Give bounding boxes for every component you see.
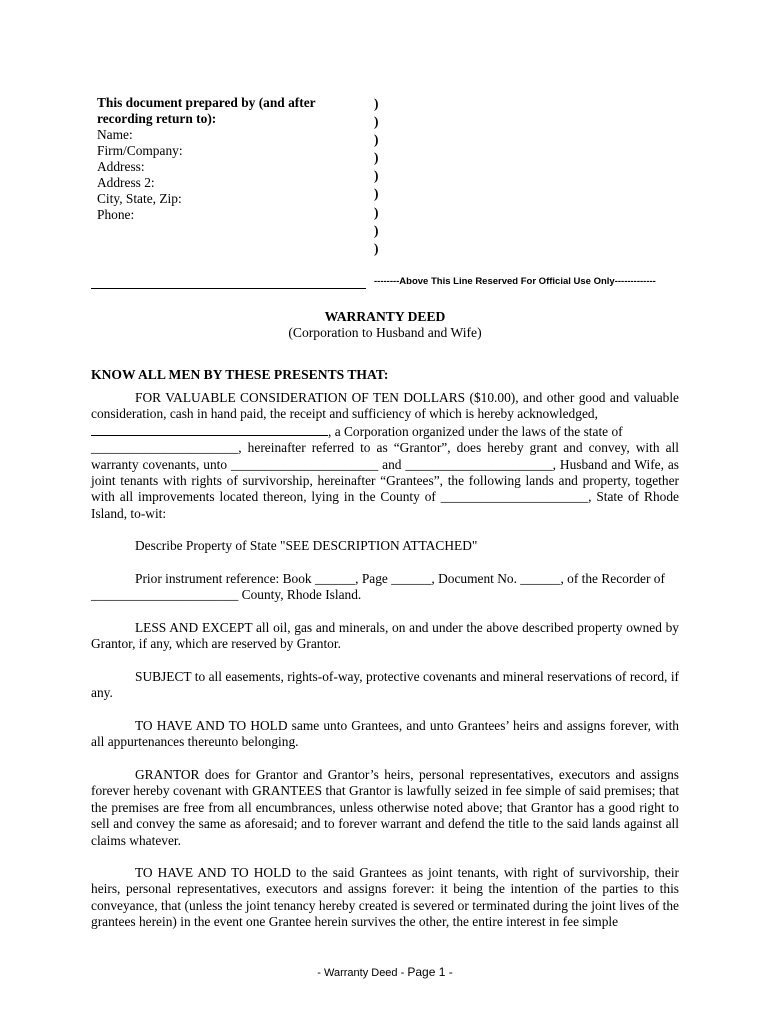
paren: ): [374, 114, 379, 130]
consideration-text: [91, 390, 679, 423]
address-label: Address:: [97, 159, 145, 174]
to-have-paragraph-2: [91, 865, 679, 931]
paren: ): [374, 96, 379, 111]
paren: ): [374, 150, 379, 166]
page-number: Page 1 -: [407, 965, 453, 979]
phone-label: Phone:: [97, 207, 135, 222]
paren: ): [374, 186, 379, 202]
page-footer: [0, 965, 770, 979]
grantor-covenant-paragraph: [91, 767, 679, 849]
corporation-name-blank: [91, 423, 328, 436]
grantor-covenant-text: GRANTOR does for Grantor and Grantor’s heirs, personal representatives, executors and assigns forever hereby covenant with GRANTEES that Grantor is lawfully seized in fee simple of said premises; that the premises are free from all encumbrances, unless otherwise noted above; that Grantor has a good right to sell and convey the same as aforesaid; and to forever warrant and defend the title to the said lands against all claims whatever.: [91, 767, 679, 848]
prior-instrument-text-b: ______________________ County, Rhode Island.: [91, 587, 362, 603]
consideration-text-b: , a Corporation organized under the laws of the state of: [328, 423, 623, 439]
paren-column: [374, 95, 386, 258]
subject-text: SUBJECT to all easements, rights-of-way, protective covenants and mineral reservations of record, if any.: [91, 669, 679, 701]
firm-company-label: Firm/Company:: [97, 143, 183, 158]
document-title: WARRANTY DEED: [324, 309, 446, 324]
reserved-line-text: --------Above This Line Reserved For Official Use Only-------------: [374, 276, 656, 287]
paren: ): [374, 222, 379, 238]
describe-text: Describe Property of State "SEE DESCRIPTION ATTACHED": [135, 538, 478, 553]
name-label: Name:: [97, 127, 133, 142]
paren: ): [374, 132, 379, 148]
prior-instrument-text-a: Prior instrument reference: Book ______, Page ______, Document No. ______, of the Recorder of: [135, 571, 665, 586]
paren: ): [374, 240, 379, 256]
describe-paragraph: [91, 538, 679, 554]
consideration-text-c: ______________________, hereinafter referred to as “Grantor”, does hereby grant and convey, with all warranty covenants, unto ______________________ and ______________________, Husband and Wife, as joint tenants with rights of survivorship, hereinafter “Grantees”, the following lands and property, together with all improvements located thereon, lying in the County of ______________________, State of Rhode Island, to-wit:: [91, 440, 679, 521]
prior-instrument-paragraph: [91, 571, 679, 604]
corporation-line: [91, 423, 679, 440]
header-rule: [91, 288, 366, 289]
to-have-paragraph-1: [91, 718, 679, 751]
to-have-text-2: TO HAVE AND TO HOLD to the said Grantees as joint tenants, with right of survivorship, their heirs, personal representatives, executors and assigns forever: it being the intention of the parties to this conveyance, that (unless the joint tenancy hereby created is severed or terminated during the joint lives of the grantees herein) in the event one Grantee herein survives the other, the entire interest in fee simple: [91, 865, 679, 930]
footer-label: - Warranty Deed -: [317, 967, 405, 979]
city-state-zip-label: City, State, Zip:: [97, 191, 182, 206]
document-subtitle: (Corporation to Husband and Wife): [288, 325, 482, 340]
paren: ): [374, 168, 379, 184]
consideration-paragraph: [91, 390, 679, 522]
less-except-paragraph: [91, 620, 679, 653]
consideration-text-a: FOR VALUABLE CONSIDERATION OF TEN DOLLARS ($10.00), and other good and valuable consideration, cash in hand paid, the receipt and sufficiency of which is hereby acknowledged,: [91, 390, 679, 422]
less-except-text: LESS AND EXCEPT all oil, gas and minerals, on and under the above described property owned by Grantor, if any, which are reserved by Grantor.: [91, 620, 679, 652]
subject-paragraph: [91, 669, 679, 702]
paren: ): [374, 204, 379, 220]
address-2-label: Address 2:: [97, 175, 155, 190]
preparer-block: [97, 95, 367, 223]
to-have-text-1: TO HAVE AND TO HOLD same unto Grantees, and unto Grantees’ heirs and assigns forever, with all appurtenances thereunto belonging.: [91, 718, 679, 750]
prepared-by-label: This document prepared by (and after recording return to):: [97, 95, 316, 126]
know-all-heading: KNOW ALL MEN BY THESE PRESENTS THAT:: [91, 367, 389, 382]
